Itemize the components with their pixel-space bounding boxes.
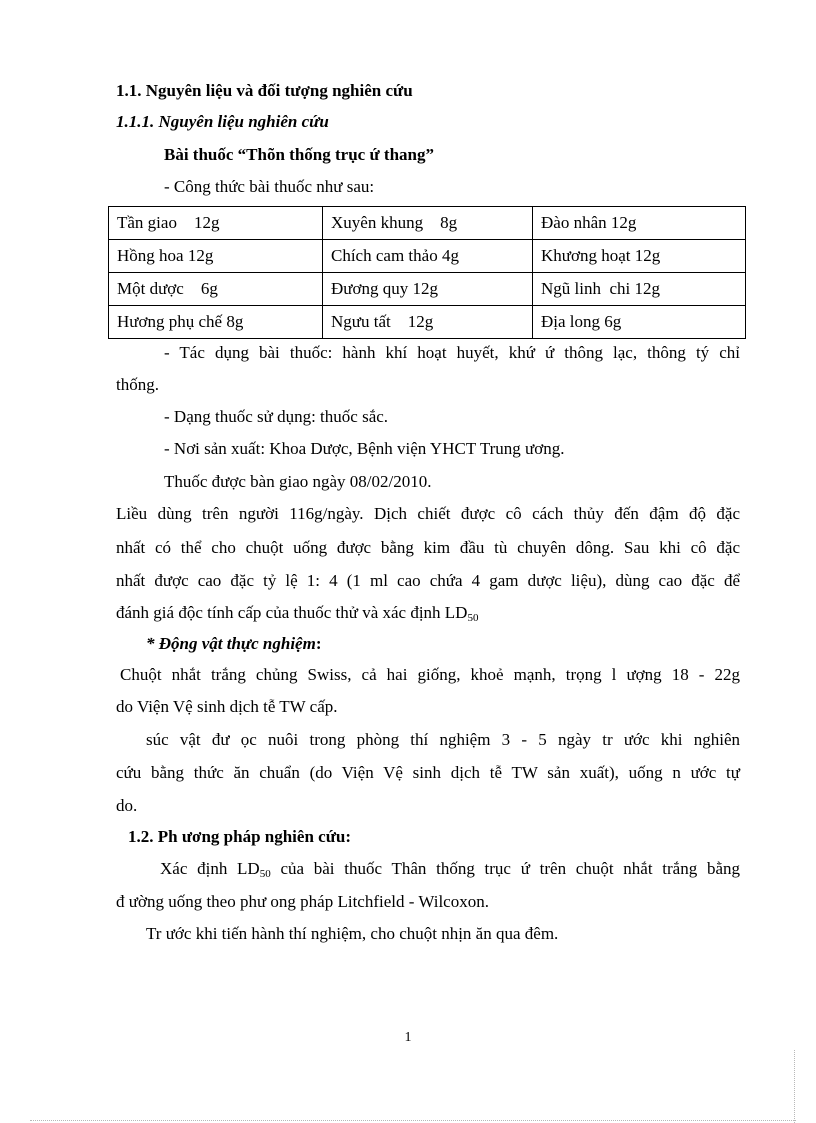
section-heading-1-1: 1.1. Nguyên liệu và đối tượng nghiên cứu bbox=[116, 81, 413, 100]
herb-table-row bbox=[109, 306, 746, 339]
herb-table-cell: Hồng hoa 12g bbox=[109, 240, 323, 273]
herb-table-cell: Ngũ linh chi 12g bbox=[533, 273, 746, 306]
ld-subscript: 50 bbox=[467, 612, 479, 624]
herb-formula-table bbox=[108, 206, 746, 339]
care-line-1: súc vật đư ọc nuôi trong phòng thí nghiệm 3 - 5 ngày tr ước khi nghiên bbox=[146, 730, 740, 749]
herb-table-cell: Đương quy 12g bbox=[323, 273, 533, 306]
herb-table-row bbox=[109, 273, 746, 306]
herb-table-cell: Chích cam thảo 4g bbox=[323, 240, 533, 273]
dosage-form: - Dạng thuốc sử dụng: thuốc sắc. bbox=[164, 407, 389, 426]
animals-line-1: Chuột nhắt trắng chủng Swiss, cả hai giống, khoẻ mạnh, trọng l ượng 18 - 22g bbox=[120, 665, 740, 684]
formula-intro: - Công thức bài thuốc như sau: bbox=[164, 177, 375, 196]
dose-line-3: nhất được cao đặc tỷ lệ 1: 4 (1 ml cao chứa 4 gam dược liệu), dùng cao đặc để bbox=[116, 571, 740, 590]
animals-line-2: do Viện Vệ sinh dịch tễ TW cấp. bbox=[116, 697, 338, 716]
herb-table-row bbox=[109, 207, 746, 240]
herb-table-cell: Khương hoạt 12g bbox=[533, 240, 746, 273]
care-line-3: do. bbox=[116, 796, 138, 815]
dose-line-4 bbox=[116, 602, 478, 629]
effect-line-1: - Tác dụng bài thuốc: hành khí hoạt huyết, khứ ứ thông lạc, thông tý chỉ bbox=[164, 343, 740, 362]
effect-line-2: thống. bbox=[116, 375, 159, 394]
animals-heading bbox=[146, 633, 321, 655]
section-heading-1-1-1: 1.1.1. Nguyên liệu nghiên cứu bbox=[116, 112, 329, 131]
herb-table-cell: Xuyên khung 8g bbox=[323, 207, 533, 240]
method-line-1 bbox=[160, 858, 740, 885]
dose-line-4-text: đánh giá độc tính cấp của thuốc thử và xác định LD bbox=[116, 603, 468, 622]
handover-date: Thuốc được bàn giao ngày 08/02/2010. bbox=[164, 472, 432, 491]
page-border-bottom bbox=[30, 1120, 796, 1122]
method-line-3: Tr ước khi tiến hành thí nghiệm, cho chuột nhịn ăn qua đêm. bbox=[146, 924, 559, 943]
animals-heading-colon: : bbox=[315, 634, 322, 653]
page-border-right bbox=[794, 1050, 796, 1123]
ld-subscript-2: 50 bbox=[259, 868, 271, 880]
herb-table-cell: Ngưu tất 12g bbox=[323, 306, 533, 339]
care-line-2: cứu bằng thức ăn chuẩn (do Viện Vệ sinh dịch tễ TW sản xuất), uống n ước tự bbox=[116, 763, 740, 782]
herb-table-row bbox=[109, 240, 746, 273]
method-line-1-b: của bài thuốc Thân thống trục ứ trên chuột nhắt trắng bằng bbox=[270, 859, 740, 878]
herb-table-cell: Đào nhân 12g bbox=[533, 207, 746, 240]
dose-line-2: nhất có thể cho chuột uống được bằng kim đầu tù chuyên dông. Sau khi cô đặc bbox=[116, 538, 740, 557]
herb-table-cell: Địa long 6g bbox=[533, 306, 746, 339]
remedy-title: Bài thuốc “Thõn thống trục ứ thang” bbox=[164, 145, 434, 164]
herb-table-cell: Hương phụ chế 8g bbox=[109, 306, 323, 339]
dose-line-1: Liều dùng trên người 116g/ngày. Dịch chiết được cô cách thủy đến đậm độ đặc bbox=[116, 504, 740, 523]
animals-heading-text: * Động vật thực nghiệm bbox=[146, 634, 316, 653]
section-heading-1-2: 1.2. Ph ương pháp nghiên cứu: bbox=[128, 827, 352, 846]
herb-table-cell: Một dược 6g bbox=[109, 273, 323, 306]
method-line-2: đ ường uống theo phư ong pháp Litchfield - Wilcoxon. bbox=[116, 892, 489, 911]
herb-table-cell: Tần giao 12g bbox=[109, 207, 323, 240]
production-origin: - Nơi sản xuất: Khoa Dược, Bệnh viện YHCT Trung ương. bbox=[164, 439, 565, 458]
page-number: 1 bbox=[404, 1030, 412, 1045]
method-line-1-a: Xác định LD bbox=[160, 859, 260, 878]
